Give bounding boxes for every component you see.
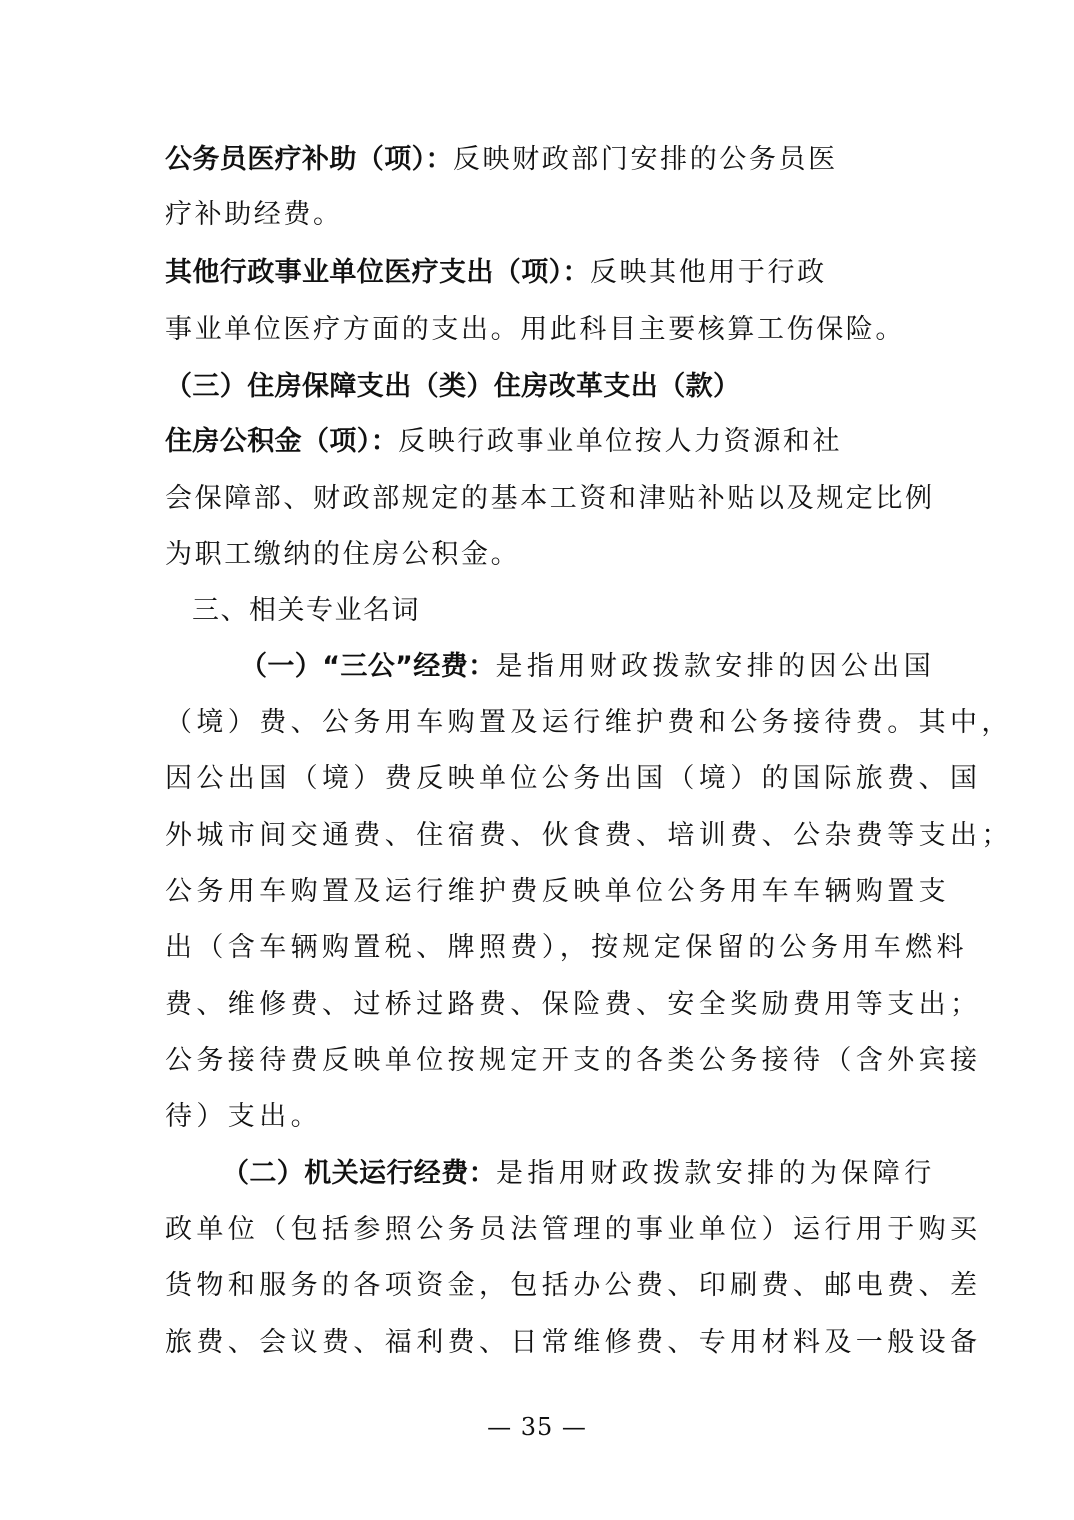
paragraph-line: 旅费、会议费、福利费、日常维修费、专用材料及一般设备 <box>165 1327 982 1358</box>
paragraph-line <box>165 256 827 290</box>
paragraph-line <box>222 1157 936 1191</box>
paragraph-line: 会保障部、财政部规定的基本工资和津贴补贴以及规定比例 <box>165 483 935 514</box>
term-description: 反映行政事业单位按人力资源和社 <box>398 426 843 457</box>
paragraph-line <box>240 650 935 684</box>
term-label: 住房公积金（项）： <box>165 426 399 457</box>
paragraph-line: 因公出国（境）费反映单位公务出国（境）的国际旅费、国 <box>165 763 982 794</box>
page-number: — 35 — <box>487 1413 587 1441</box>
term-description: 是指用财政拨款安排的为保障行 <box>496 1158 936 1189</box>
paragraph-line: 货物和服务的各项资金，包括办公费、印刷费、邮电费、差 <box>165 1270 982 1301</box>
paragraph-line <box>165 425 842 459</box>
term-description: 是指用财政拨款安排的因公出国 <box>495 651 936 682</box>
term-label: （二）机关运行经费： <box>222 1158 496 1189</box>
paragraph-line: （境）费、公务用车购置及运行维护费和公务接待费。其中， <box>165 707 1013 738</box>
paragraph-line: 疗补助经费。 <box>165 199 343 230</box>
term-label: （一）“三公”经费： <box>240 651 496 682</box>
section-title: 三、相关专业名词 <box>192 595 420 626</box>
term-description: 反映其他用于行政 <box>589 257 827 288</box>
paragraph-line: 出（含车辆购置税、牌照费），按规定保留的公务用车燃料 <box>165 932 968 963</box>
paragraph-line: 事业单位医疗方面的支出。用此科目主要核算工伤保险。 <box>165 314 905 345</box>
paragraph-line: 公务接待费反映单位按规定开支的各类公务接待（含外宾接 <box>165 1045 982 1076</box>
paragraph-line: 待）支出。 <box>165 1101 322 1132</box>
paragraph-line <box>165 143 838 177</box>
term-label: 其他行政事业单位医疗支出（项）： <box>165 257 590 288</box>
subsection-heading: （三）住房保障支出（类）住房改革支出（款） <box>165 371 741 402</box>
paragraph-line: 外城市间交通费、住宿费、伙食费、培训费、公杂费等支出； <box>165 820 1013 851</box>
term-description: 反映财政部门安排的公务员医 <box>452 144 838 175</box>
paragraph-line: 为职工缴纳的住房公积金。 <box>165 539 521 570</box>
paragraph-line: 政单位（包括参照公务员法管理的事业单位）运行用于购买 <box>165 1214 982 1245</box>
paragraph-line: 费、维修费、过桥过路费、保险费、安全奖励费用等支出； <box>165 989 982 1020</box>
paragraph-line: 公务用车购置及运行维护费反映单位公务用车车辆购置支 <box>165 876 950 907</box>
term-label: 公务员医疗补助（项）： <box>165 144 453 175</box>
